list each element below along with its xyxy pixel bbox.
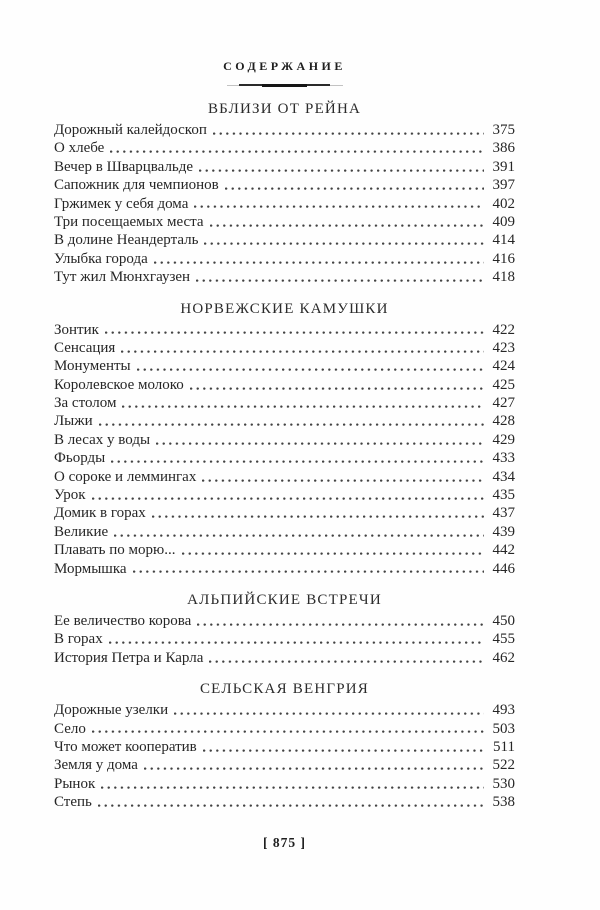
toc-entry bbox=[54, 357, 515, 375]
toc-entry bbox=[54, 468, 515, 486]
toc-sections bbox=[54, 100, 515, 812]
toc-entry-title: Великие bbox=[54, 523, 109, 540]
page-title: СОДЕРЖАНИЕ bbox=[223, 59, 346, 73]
toc-entry-page-number: 375 bbox=[492, 122, 515, 138]
page-number-footer: [ 875 ] bbox=[263, 834, 306, 850]
section-title: АЛЬПИЙСКИЕ ВСТРЕЧИ bbox=[187, 591, 382, 608]
toc-entry-title: Фьорды bbox=[54, 450, 106, 467]
toc-entry-page-number: 424 bbox=[492, 358, 515, 375]
toc-entry-page-number: 386 bbox=[492, 140, 515, 157]
toc-entry bbox=[54, 268, 515, 286]
dot-leader bbox=[190, 387, 484, 391]
toc-entry-title: В лесах у воды bbox=[54, 431, 151, 448]
toc-entry-page-number: 416 bbox=[492, 250, 515, 267]
heading-divider-ornament bbox=[227, 83, 343, 87]
dot-leader bbox=[204, 242, 484, 246]
dot-leader bbox=[98, 804, 484, 808]
toc-entry-page-number: 530 bbox=[492, 775, 515, 792]
dot-leader bbox=[199, 169, 484, 173]
toc-entry-title: Монументы bbox=[54, 358, 131, 375]
toc-entry bbox=[54, 321, 515, 339]
toc-entry-title: О сороке и леммингах bbox=[54, 468, 197, 485]
toc-entry-page-number: 397 bbox=[492, 177, 515, 194]
dot-leader bbox=[133, 570, 484, 574]
toc-entry bbox=[54, 560, 515, 578]
dot-leader bbox=[202, 479, 484, 483]
toc-entry-page-number: 422 bbox=[492, 321, 515, 338]
toc-entry-title: История Петра и Карла bbox=[54, 649, 204, 666]
dot-leader bbox=[92, 730, 484, 734]
dot-leader bbox=[203, 749, 484, 753]
toc-entry-page-number: 511 bbox=[493, 738, 515, 755]
toc-entry-page-number: 391 bbox=[492, 158, 515, 175]
toc-entry-title: Три посещаемых места bbox=[54, 213, 204, 230]
dot-leader bbox=[105, 331, 484, 335]
toc-entry-page-number: 435 bbox=[492, 487, 515, 504]
toc-entry-page-number: 414 bbox=[492, 232, 515, 249]
toc-entry-page-number: 429 bbox=[492, 431, 515, 448]
toc-entry-title: Село bbox=[54, 720, 86, 737]
toc-entry bbox=[54, 541, 515, 559]
dot-leader bbox=[121, 350, 484, 354]
toc-entry-title: Земля у дома bbox=[54, 757, 138, 774]
toc-entry-page-number: 402 bbox=[492, 195, 515, 212]
toc-entry-title: Дорожные узелки bbox=[54, 702, 169, 719]
toc-entry-title: Что может кооператив bbox=[54, 738, 197, 755]
toc-entry-title: Сенсация bbox=[54, 339, 116, 356]
toc-entry bbox=[54, 412, 515, 430]
toc-entry bbox=[54, 793, 515, 811]
toc-entry bbox=[54, 720, 515, 738]
dot-leader bbox=[174, 712, 484, 716]
dot-leader bbox=[194, 205, 484, 209]
dot-leader bbox=[114, 534, 484, 538]
toc-entry bbox=[54, 649, 515, 667]
toc-entry-title: Степь bbox=[54, 794, 92, 811]
toc-entry-page-number: 437 bbox=[492, 505, 515, 522]
toc-entry-page-number: 503 bbox=[492, 720, 515, 737]
toc-entry-title: Тут жил Мюнхгаузен bbox=[54, 269, 191, 286]
dot-leader bbox=[154, 261, 484, 265]
toc-entry-page-number: 455 bbox=[492, 631, 515, 648]
toc-entry-page-number: 434 bbox=[492, 468, 515, 485]
toc-entry-title: Лыжи bbox=[54, 413, 93, 430]
dot-leader bbox=[101, 786, 484, 790]
toc-entry-page-number: 418 bbox=[492, 269, 515, 286]
dot-leader bbox=[137, 368, 484, 372]
dot-leader bbox=[152, 515, 484, 519]
toc-entry bbox=[54, 158, 515, 176]
toc-entry-page-number: 446 bbox=[492, 560, 515, 577]
toc-entry-page-number: 427 bbox=[492, 395, 515, 412]
toc-entry-title: Плавать по морю... bbox=[54, 542, 176, 559]
toc-entry bbox=[54, 394, 515, 412]
toc-entry bbox=[54, 756, 515, 774]
dot-leader bbox=[225, 187, 484, 191]
toc-entry-title: В долине Неандерталь bbox=[54, 232, 199, 249]
toc-entry bbox=[54, 195, 515, 213]
dot-leader bbox=[99, 423, 484, 427]
toc-entry bbox=[54, 250, 515, 268]
toc-entry-page-number: 439 bbox=[492, 523, 515, 540]
toc-entry-page-number: 450 bbox=[492, 612, 515, 629]
dot-leader bbox=[213, 132, 484, 136]
section-title: СЕЛЬСКАЯ ВЕНГРИЯ bbox=[199, 681, 370, 698]
dot-leader bbox=[144, 767, 484, 771]
toc-entry bbox=[54, 176, 515, 194]
toc-entry-page-number: 423 bbox=[492, 339, 515, 356]
toc-entry-page-number: 428 bbox=[492, 413, 515, 430]
toc-entry-title: Рынок bbox=[54, 775, 96, 792]
dot-leader bbox=[156, 442, 484, 446]
dot-leader bbox=[109, 641, 484, 645]
toc-entry-page-number: 425 bbox=[492, 376, 515, 393]
toc-entry bbox=[54, 139, 515, 157]
divider-core-bar bbox=[262, 84, 306, 87]
toc-entry-title: Зонтик bbox=[54, 321, 99, 338]
dot-leader bbox=[110, 150, 484, 154]
toc-content bbox=[54, 58, 515, 852]
toc-entry bbox=[54, 523, 515, 541]
toc-entry bbox=[54, 449, 515, 467]
toc-entry-page-number: 538 bbox=[492, 794, 515, 811]
toc-entry-page-number: 522 bbox=[492, 757, 515, 774]
toc-entry-page-number: 433 bbox=[492, 450, 515, 467]
toc-entry-page-number: 409 bbox=[492, 213, 515, 230]
toc-entry bbox=[54, 231, 515, 249]
dot-leader bbox=[209, 660, 484, 664]
toc-entry-title: Сапожник для чемпионов bbox=[54, 177, 219, 194]
toc-entry bbox=[54, 121, 515, 139]
toc-entry bbox=[54, 213, 515, 231]
section-title: НОРВЕЖСКИЕ КАМУШКИ bbox=[180, 300, 389, 317]
dot-leader bbox=[196, 279, 484, 283]
toc-entry bbox=[54, 376, 515, 394]
toc-entry-page-number: 442 bbox=[492, 542, 515, 559]
toc-entry-title: Улыбка города bbox=[54, 250, 148, 267]
dot-leader bbox=[197, 623, 484, 627]
toc-entry bbox=[54, 701, 515, 719]
toc-entry-page-number: 462 bbox=[492, 649, 515, 666]
dot-leader bbox=[122, 405, 484, 409]
toc-entry-title: Ее величество корова bbox=[54, 612, 192, 629]
toc-entry-title: Гржимек у себя дома bbox=[54, 195, 189, 212]
dot-leader bbox=[92, 497, 484, 501]
toc-entry bbox=[54, 486, 515, 504]
dot-leader bbox=[210, 224, 484, 228]
dot-leader bbox=[111, 460, 484, 464]
toc-entry-page-number: 493 bbox=[492, 702, 515, 719]
toc-entry-title: В горах bbox=[54, 631, 103, 648]
toc-entry-title: Дорожный калейдоскоп bbox=[54, 122, 207, 138]
toc-entry bbox=[54, 775, 515, 793]
toc-entry-title: Домик в горах bbox=[54, 505, 146, 522]
section-title: ВБЛИЗИ ОТ РЕЙНА bbox=[207, 101, 362, 117]
toc-entry bbox=[54, 630, 515, 648]
toc-entry bbox=[54, 738, 515, 756]
toc-entry-title: За столом bbox=[54, 395, 117, 412]
toc-entry bbox=[54, 504, 515, 522]
dot-leader bbox=[182, 552, 484, 556]
toc-entry-title: Мормышка bbox=[54, 560, 127, 577]
toc-entry-title: Вечер в Шварцвальде bbox=[54, 158, 194, 175]
toc-entry-title: Урок bbox=[54, 487, 86, 504]
toc-entry-title: Королевское молоко bbox=[54, 376, 184, 393]
toc-entry bbox=[54, 612, 515, 630]
toc-entry-title: О хлебе bbox=[54, 140, 105, 157]
toc-entry bbox=[54, 431, 515, 449]
toc-entry bbox=[54, 339, 515, 357]
